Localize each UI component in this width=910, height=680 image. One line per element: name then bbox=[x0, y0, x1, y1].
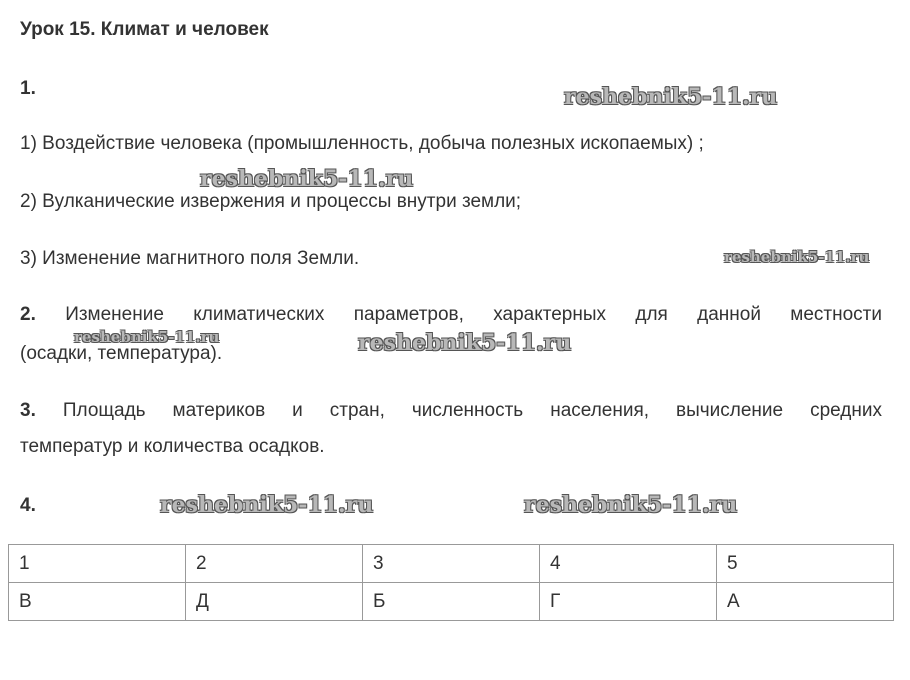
answer-3-text: Площадь материков и стран, численность населения, вычисление средних bbox=[62, 400, 883, 421]
answer-1-item-2: 2) Вулканические извержения и процессы внутри земли; bbox=[20, 191, 522, 212]
answer-2-line-2: (осадки, температура). bbox=[20, 343, 223, 364]
table-answer-row bbox=[9, 583, 894, 621]
watermark: reshebnik5-11.ru bbox=[200, 166, 414, 192]
table-header-cell: 3 bbox=[363, 545, 540, 583]
answer-3-line-2: температур и количества осадков. bbox=[20, 436, 325, 457]
answer-1-item-3: 3) Изменение магнитного поля Земли. bbox=[20, 248, 360, 269]
table-header-cell: 1 bbox=[9, 545, 186, 583]
watermark: reshebnik5-11.ru bbox=[724, 248, 870, 266]
watermark: reshebnik5-11.ru bbox=[160, 492, 374, 518]
table-answer-cell: А bbox=[717, 583, 894, 621]
table-answer-cell: В bbox=[9, 583, 186, 621]
table-answer-cell: Б bbox=[363, 583, 540, 621]
watermark: reshebnik5-11.ru bbox=[564, 84, 778, 110]
question-4-number: 4. bbox=[20, 495, 36, 516]
table-header-cell: 5 bbox=[717, 545, 894, 583]
watermark: reshebnik5-11.ru bbox=[524, 492, 738, 518]
table-header-cell: 2 bbox=[186, 545, 363, 583]
answer-2-line-1 bbox=[20, 304, 882, 326]
table-answer-cell: Г bbox=[540, 583, 717, 621]
question-2-number: 2. bbox=[20, 304, 36, 325]
watermark: reshebnik5-11.ru bbox=[74, 328, 220, 346]
page-title: Урок 15. Климат и человек bbox=[20, 19, 269, 40]
table-header-cell: 4 bbox=[540, 545, 717, 583]
table-answer-cell: Д bbox=[186, 583, 363, 621]
answer-3-line-1 bbox=[20, 400, 882, 422]
answer-2-text: Изменение климатических параметров, характерных для данной местности bbox=[65, 304, 882, 325]
question-3-number: 3. bbox=[20, 400, 36, 421]
question-1-number: 1. bbox=[20, 78, 36, 99]
watermark: reshebnik5-11.ru bbox=[358, 330, 572, 356]
answer-table bbox=[8, 544, 894, 621]
table-header-row bbox=[9, 545, 894, 583]
answer-1-item-1: 1) Воздействие человека (промышленность, добыча полезных ископаемых) ; bbox=[20, 133, 704, 154]
